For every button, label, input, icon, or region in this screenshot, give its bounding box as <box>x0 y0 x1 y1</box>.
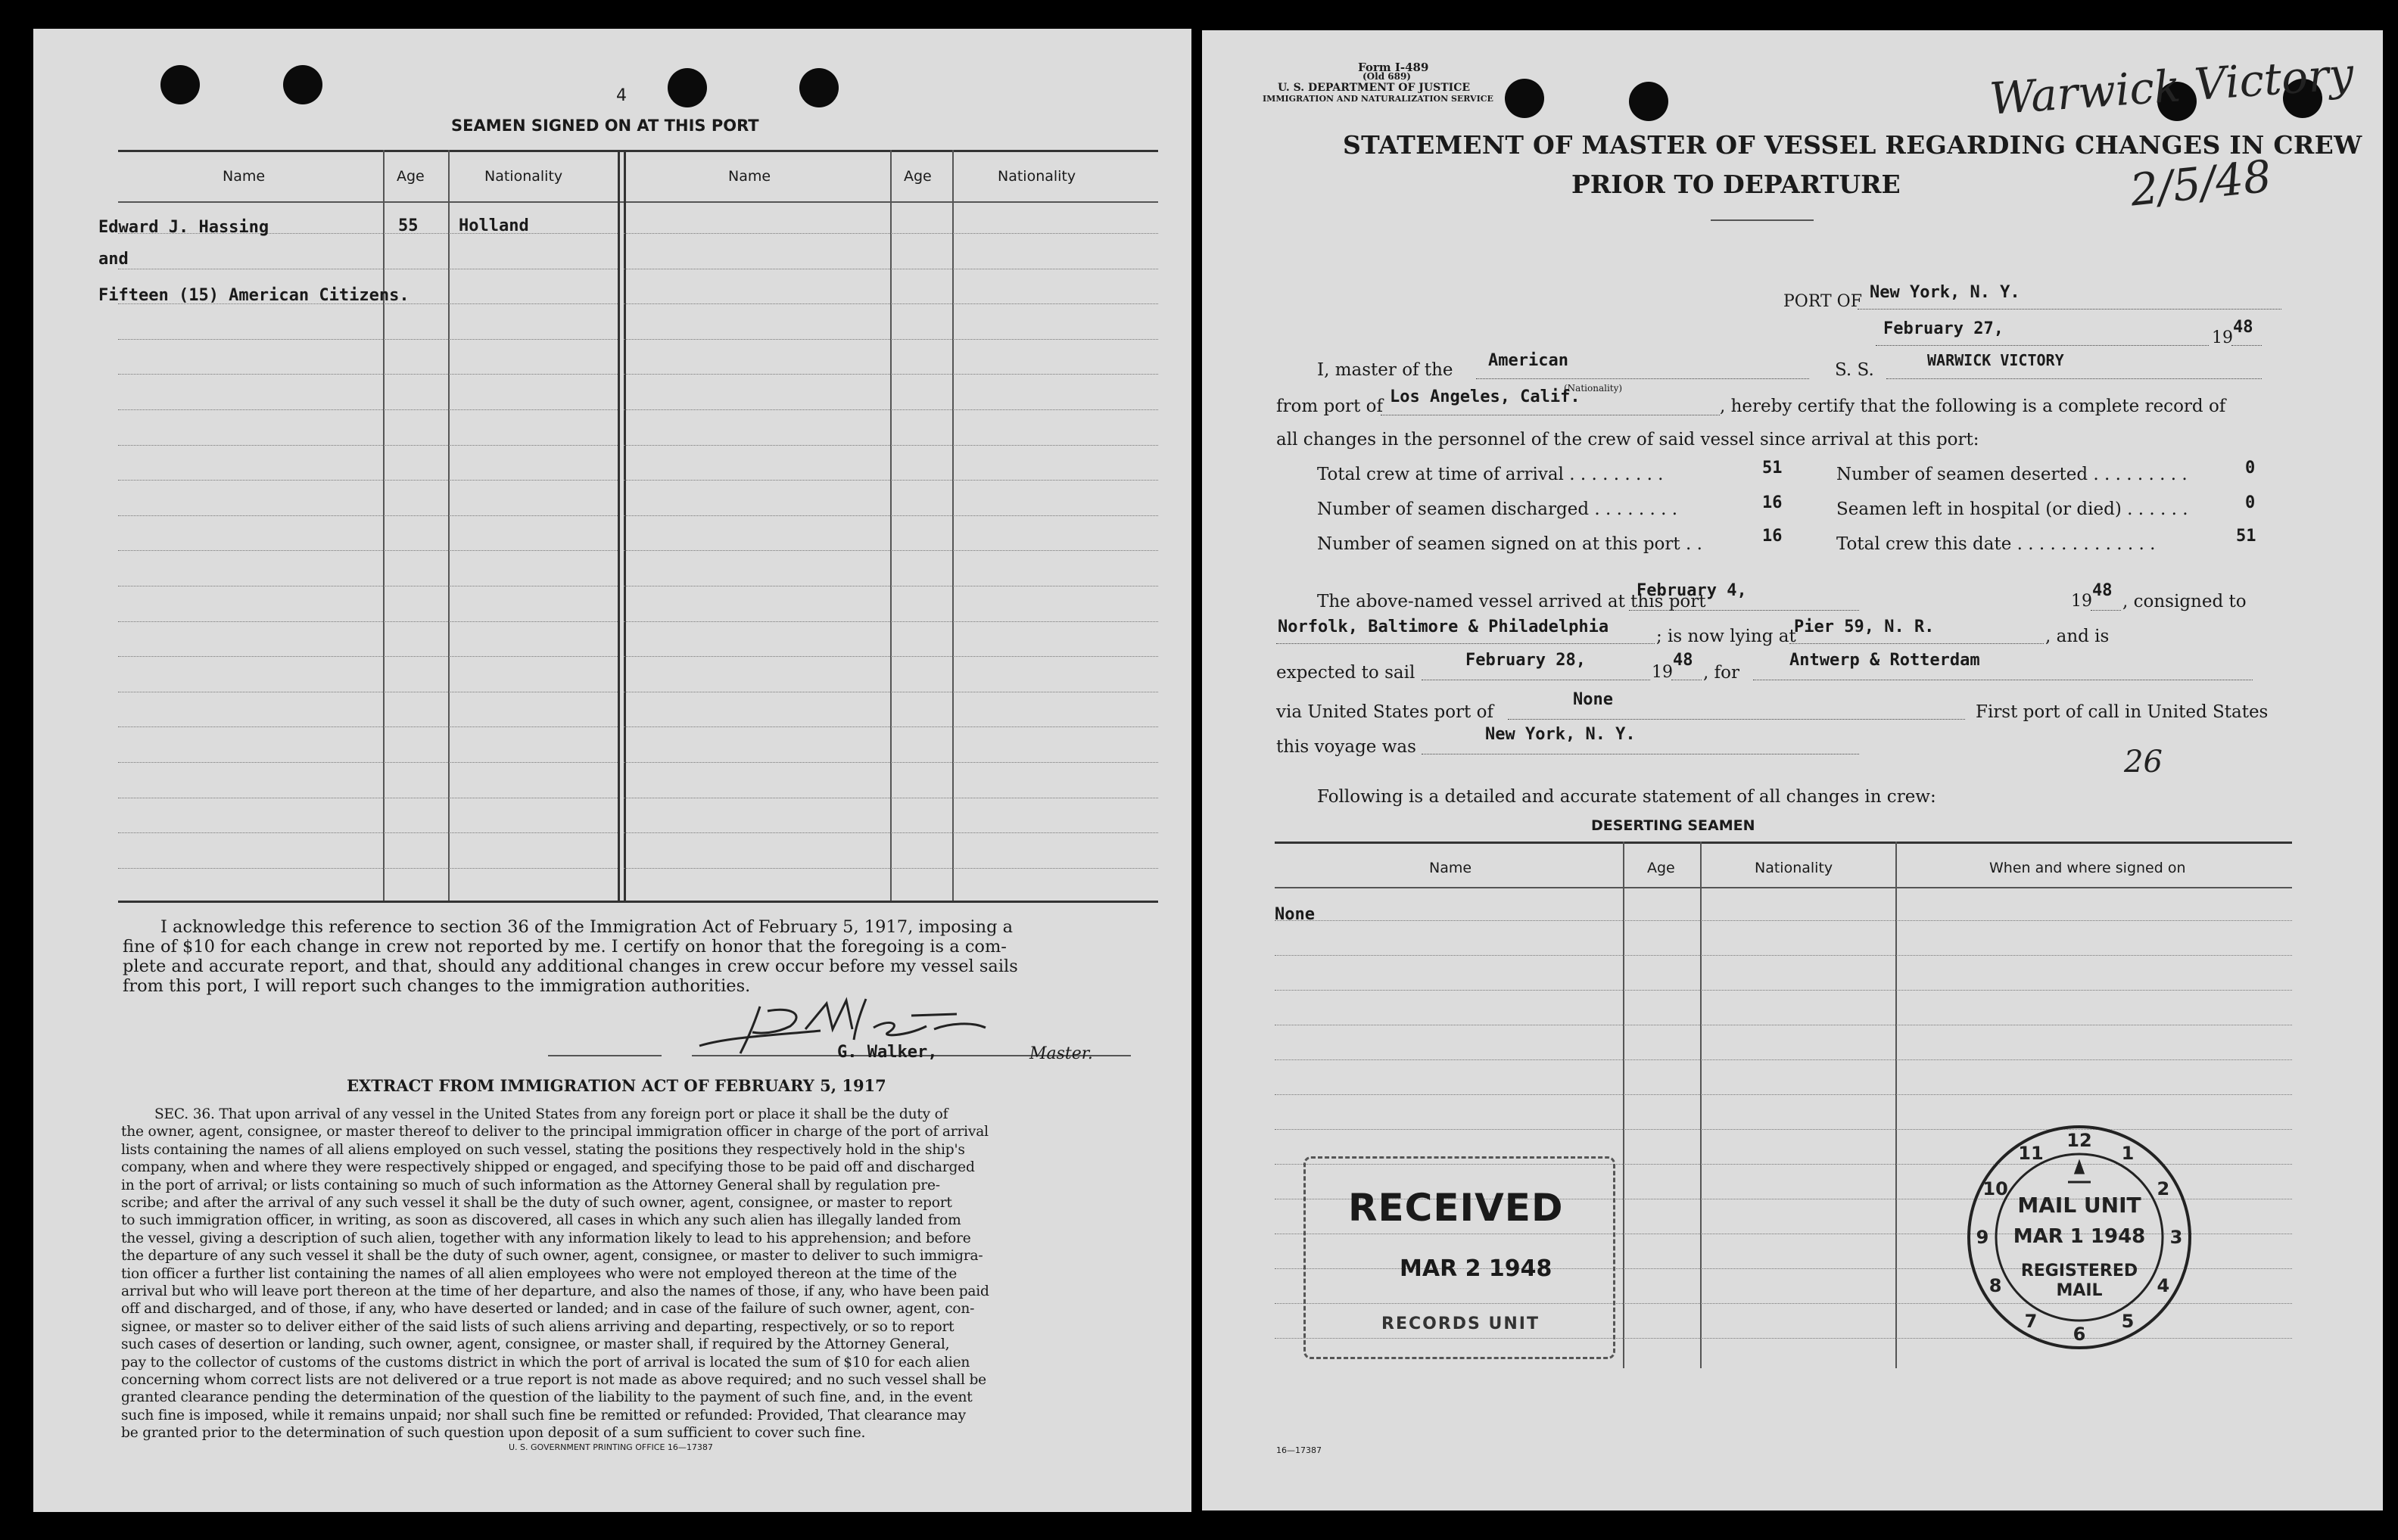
mail-stamp-line1: MAIL UNIT <box>2017 1193 2141 1218</box>
signed-on-label: Number of seamen signed on at this port . . <box>1317 534 1702 554</box>
signed-on: 16 <box>1762 527 1783 546</box>
deserting-title: DESERTING SEAMEN <box>1591 817 1755 834</box>
extract-line: signee, or master so to deliver either of the said lists of such aliens arriving and departing, respectively, or so to report <box>121 1318 955 1335</box>
deserted: 0 <box>2245 459 2256 478</box>
punch-hole <box>668 68 707 107</box>
punch-hole <box>799 68 839 107</box>
extract-line: arrival but who will leave port thereon at the time of her departure, and also the names of those, if any, who have been paid <box>121 1283 989 1299</box>
header-nationality-2: Nationality <box>998 168 1076 185</box>
extract-line: such cases of desertion or landing, such owner, agent, consignee, or master shall, if required by the Attorney General, <box>121 1336 950 1353</box>
section-title: SEAMEN SIGNED ON AT THIS PORT <box>451 117 759 135</box>
table-row-rule <box>624 868 1158 869</box>
clock-number: 8 <box>1988 1275 2002 1296</box>
master-name: G. Walker, <box>837 1043 938 1062</box>
row-age: 55 <box>398 216 419 235</box>
certify-text: , hereby certify that the following is a complete record of <box>1720 397 2226 416</box>
from-port-value: Los Angeles, Calif. <box>1390 387 1580 406</box>
extract-line: off and discharged, and of those, if any, who have deserted or landed; and in case of the failure of such owner, agent, con- <box>121 1301 975 1318</box>
arrived-year: 48 <box>2092 581 2113 600</box>
form-subtitle: PRIOR TO DEPARTURE <box>1571 170 1901 199</box>
clock-number: 11 <box>2018 1143 2044 1165</box>
mail-stamp-line3: REGISTERED <box>2020 1262 2138 1280</box>
table-row-rule <box>118 762 618 763</box>
table-row-rule <box>118 409 618 410</box>
received-unit: RECORDS UNIT <box>1381 1314 1540 1333</box>
discharged-label: Number of seamen discharged . . . . . . . . <box>1317 499 1678 519</box>
for-value: Antwerp & Rotterdam <box>1789 651 1980 670</box>
date-value: February 27, <box>1883 319 2004 338</box>
header-age-2: Age <box>904 168 932 185</box>
via-label: via United States port of <box>1276 702 1493 722</box>
clock-number: 10 <box>1982 1178 2008 1199</box>
deserting-none: None <box>1275 905 1315 924</box>
extract-line: concerning whom correct lists are not delivered or a true report is not made as above required; and no such vessel shall be <box>121 1372 986 1388</box>
deserting-header-nationality: Nationality <box>1755 860 1833 876</box>
lying-label: ; is now lying at <box>1656 627 1796 646</box>
table-row-rule <box>118 656 618 657</box>
extract-line: granted clearance pending the determination of the question of the liability to the payment of such fine, and, in the event <box>121 1389 973 1406</box>
table-row-rule <box>118 339 618 340</box>
acknowledgement-line: from this port, I will report such changes to the immigration authorities. <box>123 976 751 996</box>
table-row-rule <box>1275 955 2292 956</box>
lying-value: Pier 59, N. R. <box>1794 618 1935 636</box>
arrived-value: February 4, <box>1637 581 1747 600</box>
acknowledgement-line: fine of $10 for each change in crew not reported by me. I certify on honor that the foregoing is a com- <box>123 937 1007 957</box>
clock-number: 9 <box>1976 1227 1989 1248</box>
table-row-rule <box>624 762 1158 763</box>
total-today-label: Total crew this date . . . . . . . . . . . . . <box>1836 534 2156 554</box>
table-row-rule <box>624 515 1158 516</box>
ss-label: S. S. <box>1835 360 1874 380</box>
master-label: Master. <box>1029 1044 1093 1063</box>
expected-label: expected to sail <box>1276 663 1415 683</box>
table-row-rule <box>118 726 618 727</box>
master-prefix: I, master of the <box>1317 360 1453 380</box>
expected-value: February 28, <box>1465 651 1586 670</box>
deserted-label: Number of seamen deserted . . . . . . . . . <box>1836 465 2188 484</box>
table-row-rule <box>624 550 1158 551</box>
table-row-rule <box>118 374 618 375</box>
row-name: Edward J. Hassing <box>98 218 269 237</box>
year-prefix: 19 <box>2212 328 2233 347</box>
mail-stamp-date: MAR 1 1948 <box>2013 1225 2146 1248</box>
extract-line: pay to the collector of customs of the customs district in which the port of arrival is located the sum of $10 for each alien <box>121 1354 970 1370</box>
deserting-header-name: Name <box>1429 860 1472 876</box>
table-row-rule <box>1275 1094 2292 1095</box>
punch-hole <box>283 65 322 104</box>
header-age: Age <box>397 168 425 185</box>
extract-line: lists containing the names of all aliens employed on such vessel, stating the positions they respectively hold in the ship's <box>121 1141 965 1158</box>
service: IMMIGRATION AND NATURALIZATION SERVICE <box>1263 94 1493 104</box>
table-row-rule <box>118 550 618 551</box>
table-row-rule <box>118 515 618 516</box>
extract-line: SEC. 36. That upon arrival of any vessel in the United States from any foreign port or place it shall be the duty of <box>154 1106 948 1122</box>
punch-hole <box>1505 79 1544 118</box>
clock-number: 5 <box>2121 1310 2135 1332</box>
table-row-rule <box>624 303 1158 304</box>
first-port-label: First port of call in United States <box>1976 702 2269 722</box>
via-value: None <box>1573 690 1613 709</box>
table-row-rule <box>624 832 1158 833</box>
printer-line: U. S. GOVERNMENT PRINTING OFFICE 16—17387 <box>509 1442 713 1452</box>
extract-line: such fine is imposed, while it remains unpaid; nor shall such fine be remitted or refunded: Provided, That clearance may <box>121 1407 966 1423</box>
extract-title: EXTRACT FROM IMMIGRATION ACT OF FEBRUARY 5, 1917 <box>347 1076 886 1095</box>
total-crew-arrival: 51 <box>1762 459 1783 478</box>
table-row-rule <box>118 832 618 833</box>
right-printer: 16—17387 <box>1276 1445 1322 1455</box>
header-name-2: Name <box>728 168 771 185</box>
extract-line: the departure of any such vessel it shall be the duty of such owner, agent, consignee, or master to deliver to such immigra- <box>121 1248 983 1265</box>
extract-line: in the port of arrival; or lists containing so much of such information as the Attorney General shall by regulation pre- <box>121 1177 940 1193</box>
left-page <box>33 29 1191 1512</box>
acknowledgement-line: I acknowledge this reference to section 36 of the Immigration Act of February 5, 1917, imposing a <box>160 917 1014 937</box>
discharged: 16 <box>1762 493 1783 512</box>
handwritten-number: 26 <box>2124 745 2163 779</box>
hospital: 0 <box>2245 493 2256 512</box>
table-row-rule <box>624 374 1158 375</box>
extract-line: be granted prior to the determination of such question upon deposit of a sum sufficient to cover such fine. <box>121 1425 866 1442</box>
header-name: Name <box>223 168 266 185</box>
total-today: 51 <box>2236 527 2256 546</box>
page-number: 4 <box>616 86 627 105</box>
row-name: Fifteen (15) American Citizens. <box>98 286 410 305</box>
extract-line: tion officer a further list containing the names of all alien employees who were not employed thereon at the time of the <box>121 1265 958 1282</box>
clock-number: 2 <box>2157 1178 2170 1199</box>
department: U. S. DEPARTMENT OF JUSTICE <box>1278 82 1471 94</box>
port-label: PORT OF <box>1783 292 1862 311</box>
expected-year: 48 <box>1673 651 1693 670</box>
form-id: Form I-489 <box>1358 61 1429 74</box>
received-date: MAR 2 1948 <box>1400 1255 1552 1282</box>
consigned-label: , consigned to <box>2122 592 2247 611</box>
table-row-rule <box>1275 920 2292 921</box>
table-row-rule <box>624 621 1158 622</box>
following-text: Following is a detailed and accurate statement of all changes in crew: <box>1317 787 1936 807</box>
from-port-label: from port of <box>1276 397 1383 416</box>
row-name: and <box>98 250 129 269</box>
handwritten-date: 2/5/48 <box>2127 150 2274 216</box>
port-value: New York, N. Y. <box>1870 283 2020 302</box>
form-title: STATEMENT OF MASTER OF VESSEL REGARDING CHANGES IN CREW <box>1343 130 2362 160</box>
table-row-rule <box>624 445 1158 446</box>
table-row-rule <box>624 656 1158 657</box>
handwritten-ship: Warwick Victory <box>1988 48 2356 125</box>
table-row-rule <box>624 480 1158 481</box>
deserting-header-when: When and where signed on <box>1989 860 2186 876</box>
and-is: , and is <box>2045 627 2110 646</box>
arrived-label: The above-named vessel arrived at this port <box>1317 592 1706 611</box>
clock-number: 1 <box>2121 1143 2135 1165</box>
row-nationality: Holland <box>459 216 529 235</box>
table-row-rule <box>624 409 1158 410</box>
nationality-value: American <box>1488 351 1568 370</box>
table-row-rule <box>118 445 618 446</box>
right-page <box>1202 30 2383 1510</box>
mail-stamp-line4: MAIL <box>2056 1281 2103 1300</box>
table-row-rule <box>624 339 1158 340</box>
clock-number: 6 <box>2073 1324 2086 1345</box>
total-crew-arrival-label: Total crew at time of arrival . . . . . . . . . <box>1317 465 1664 484</box>
nationality-caption: (Nationality) <box>1564 383 1623 394</box>
extract-line: company, when and where they were respectively shipped or engaged, and specifying those to be paid off and discharged <box>121 1159 975 1176</box>
table-row-rule <box>118 868 618 869</box>
table-row-rule <box>624 726 1158 727</box>
extract-line: scribe; and after the arrival of any such vessel it shall be the duty of such owner, agent, consignee, or master to report <box>121 1195 952 1211</box>
voyage-label: this voyage was <box>1276 737 1416 757</box>
deserting-header-age: Age <box>1647 860 1675 876</box>
for-label: , for <box>1703 663 1739 683</box>
year-prefix: 19 <box>2071 592 2092 611</box>
clock-number: 3 <box>2169 1227 2183 1248</box>
hospital-label: Seamen left in hospital (or died) . . . . . . <box>1836 499 2188 519</box>
punch-hole <box>1629 82 1668 121</box>
mail-unit-stamp <box>1962 1120 2197 1355</box>
form-old: (Old 689) <box>1362 71 1411 82</box>
table-row-rule <box>118 621 618 622</box>
header-nationality: Nationality <box>484 168 563 185</box>
table-row-rule <box>1275 990 2292 991</box>
extract-line: the owner, agent, consignee, or master thereof to deliver to the principal immigration officer in charge of the port of arrival <box>121 1124 989 1140</box>
consigned-value: Norfolk, Baltimore & Philadelphia <box>1278 618 1609 636</box>
table-row-rule <box>1275 1059 2292 1060</box>
table-row-rule <box>118 480 618 481</box>
all-changes-text: all changes in the personnel of the crew of said vessel since arrival at this port: <box>1276 430 1979 450</box>
extract-line: to such immigration officer, in writing, as soon as discovered, all cases in which any such alien has illegally landed from <box>121 1212 961 1229</box>
table-row-rule <box>624 233 1158 234</box>
voyage-value: New York, N. Y. <box>1485 725 1636 744</box>
year-prefix: 19 <box>1652 663 1673 682</box>
clock-number: 7 <box>2024 1310 2038 1332</box>
received-stamp <box>1303 1156 1615 1359</box>
clock-number: 4 <box>2157 1275 2170 1296</box>
date-year: 48 <box>2233 318 2253 337</box>
extract-line: the vessel, giving a description of such alien, together with any information likely to lead to his apprehension; and before <box>121 1230 971 1246</box>
clock-number: 12 <box>2066 1130 2092 1151</box>
ship-name: WARWICK VICTORY <box>1927 351 2064 369</box>
punch-hole <box>160 65 200 104</box>
acknowledgement-line: plete and accurate report, and that, should any additional changes in crew occur before my vessel sails <box>123 957 1018 976</box>
received-word: RECEIVED <box>1348 1186 1564 1230</box>
